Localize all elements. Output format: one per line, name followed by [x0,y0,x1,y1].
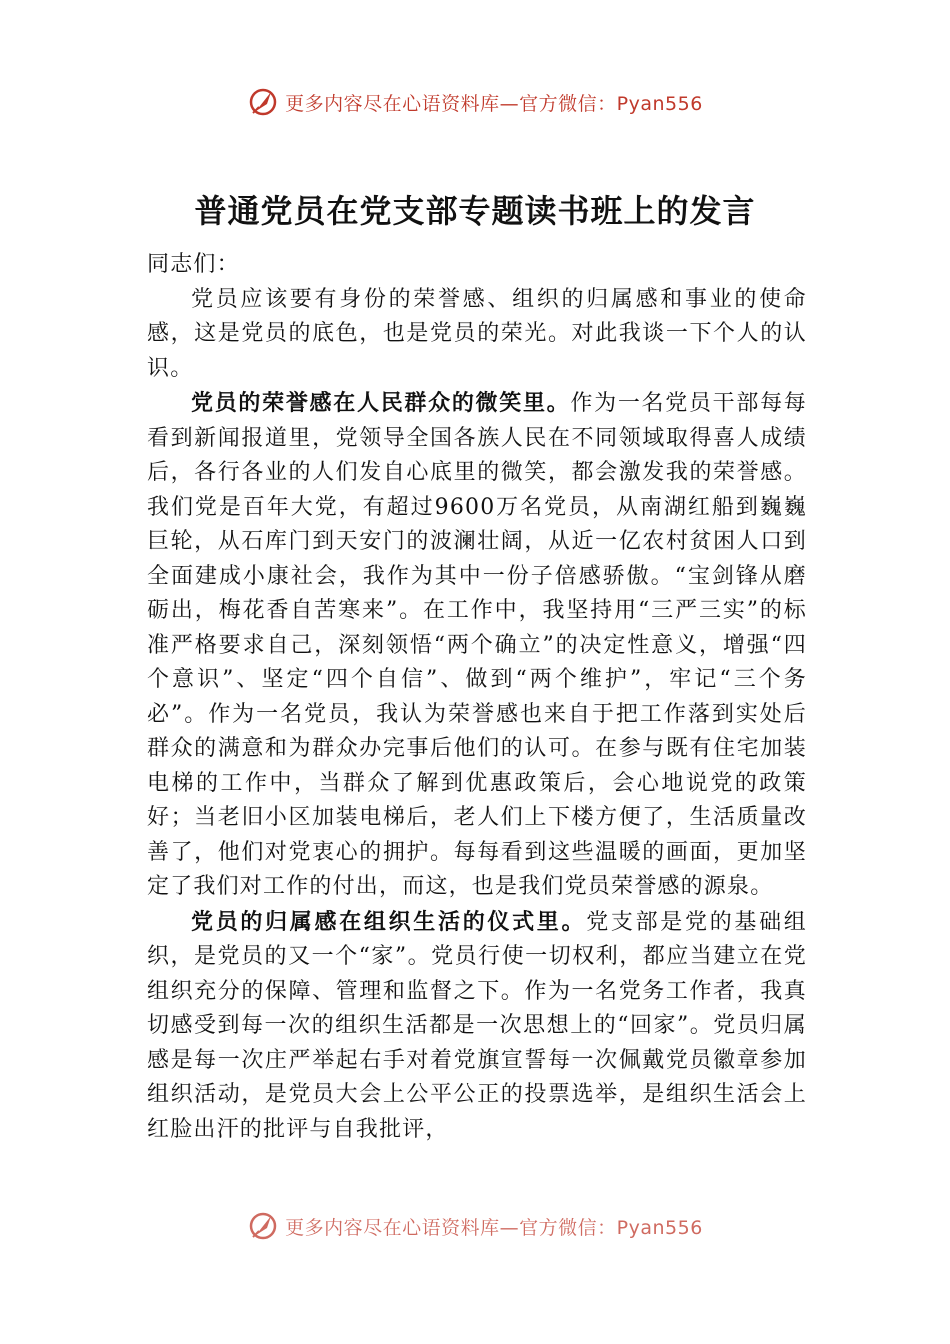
page-title: 普通党员在党支部专题读书班上的发言 [194,192,756,230]
watermark-footer [0,1206,950,1246]
paragraph-intro [147,283,807,387]
watermark-header [0,82,950,122]
paragraph-honor [147,386,807,905]
paragraph-lead: 党员的归属感在组织生活的仪式里。 [191,908,587,935]
salutation: 同志们： [147,252,240,277]
paragraph-lead: 党员的荣誉感在人民群众的微笑里。 [191,390,571,416]
document-body [147,248,807,1147]
paragraph-body: 作为一名党员干部每每看到新闻报道里，党领导全国各族人民在不同领域取得喜人成绩后，各行各业的人们发自心底里的微笑，都会激发我的荣誉感。我们党是百年大党，有超过9600万名党员，从南湖红船到巍巍巨轮，从石库门到天安门的波澜壮阔，从近一亿农村贫困人口到全面建成小康社会，我作为其中一份子倍感骄傲。“宝剑锋从磨砺出，梅花香自苦寒来”。在工作中，我坚持用“三严三实”的标准严格要求自己，深刻领悟“两个确立”的决定性意义，增强“四个意识”、坚定“四个自信”、做到“两个维护”，牢记“三个务必”。作为一名党员，我认为荣誉感也来自于把工作落到实处后群众的满意和为群众办完事后他们的认可。在参与既有住宅加装电梯的工作中，当群众了解到优惠政策后，会心地说党的政策好；当老旧小区加装电梯后，老人们上下楼方便了，生活质量改善了，他们对党衷心的拥护。每每看到这些温暖的画面，更加坚定了我们对工作的付出，而这，也是我们党员荣誉感的源泉。 [147,391,807,899]
watermark-text: 更多内容尽在心语资料库—官方微信：Pyan556 [285,92,703,115]
paragraph-belonging [147,905,807,1148]
paragraph-body: 党员应该要有身份的荣誉感、组织的归属感和事业的使命感，这是党员的底色，也是党员的荣光。对此我谈一下个人的认识。 [147,286,807,381]
quill-logo-icon [247,86,279,118]
paragraph-body: 党支部是党的基础组织，是党员的又一个“家”。党员行使一切权利，都应当建立在党组织充分的保障、管理和监督之下。作为一名党务工作者，我真切感受到每一次的组织生活都是一次思想上的“回家”。党员归属感是每一次庄严举起右手对着党旗宣誓每一次佩戴党员徽章参加组织活动，是党员大会上公平公正的投票选举，是组织生活会上红脸出汗的批评与自我批评， [147,909,807,1142]
watermark-text: 更多内容尽在心语资料库—官方微信：Pyan556 [285,1216,703,1239]
quill-logo-icon [247,1210,279,1242]
